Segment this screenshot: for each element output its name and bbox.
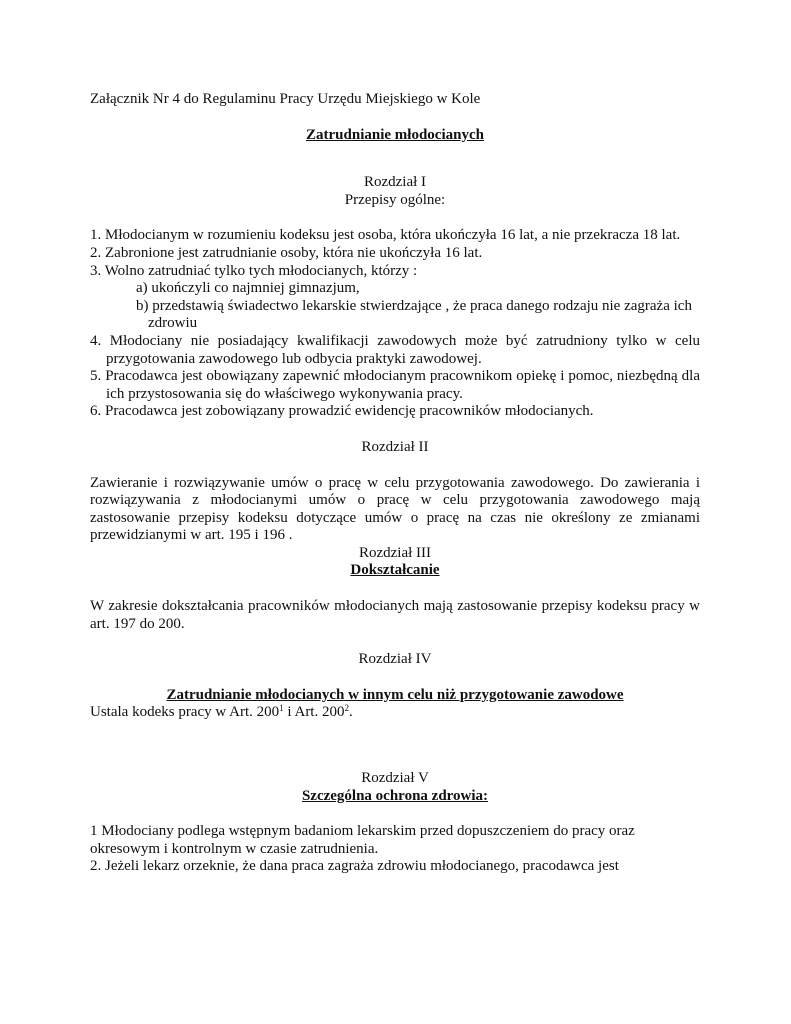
chapter-4-heading: Rozdział IV bbox=[358, 651, 432, 668]
chapter-5-item-1: 1 Młodociany podlega wstępnym badaniom lekarskim przed dopuszczeniem do pracy oraz okresowym i kontrolnym w czasie zatrudnienia. bbox=[90, 823, 635, 857]
chapter-1-item-4: 4. Młodociany nie posiadający kwalifikacji zawodowych może być zatrudniony tylko w celu przygotowania zawodowego lub odbycia praktyki zawodowej. bbox=[90, 332, 700, 367]
chapter-3 bbox=[90, 545, 700, 633]
chapter-4-text-start: Ustala kodeks pracy w Art. 200 bbox=[90, 704, 280, 721]
chapter-1-subheading: Przepisy ogólne: bbox=[344, 191, 446, 208]
chapter-1 bbox=[90, 174, 700, 421]
chapter-4-text bbox=[90, 704, 700, 722]
chapter-3-paragraph: W zakresie dokształcania pracowników młodocianych mają zastosowanie przepisy kodeksu pracy w art. 197 do 200. bbox=[90, 598, 700, 632]
chapter-5-item-2: 2. Jeżeli lekarz orzeknie, że dana praca zagraża zdrowiu młodocianego, pracodawca jest bbox=[90, 858, 619, 875]
chapter-1-item-6: 6. Pracodawca jest zobowiązany prowadzić ewidencję pracowników młodocianych. bbox=[90, 403, 594, 420]
chapter-1-item-3a: a) ukończyli co najmniej gimnazjum, bbox=[136, 280, 360, 297]
chapter-4-sup-1: 1 bbox=[279, 703, 284, 714]
chapter-3-heading: Rozdział III bbox=[358, 544, 432, 561]
chapter-1-heading: Rozdział I bbox=[363, 174, 427, 191]
attachment-title: Załącznik Nr 4 do Regulaminu Pracy Urzędu Miejskiego w Kole bbox=[90, 91, 481, 107]
chapter-2-paragraph: Zawieranie i rozwiązywanie umów o pracę w celu przygotowania zawodowego. Do zawierania i rozwiązywania z młodocianymi umów o pracę w celu przygotowania zawodowego mają zastosowanie przepisy kodeksu dotyczące umów o pracę na czas nie określony ze zmianami przewidzianymi w art. 195 i 196 . bbox=[90, 474, 700, 544]
chapter-4-text-end: . bbox=[348, 704, 353, 721]
chapter-5 bbox=[90, 770, 700, 876]
chapter-1-item-1: 1. Młodocianym w rozumieniu kodeksu jest osoba, która ukończyła 16 lat, a nie przekracza 18 lat. bbox=[90, 227, 681, 244]
chapter-1-item-2: 2. Zabronione jest zatrudnianie osoby, która nie ukończyła 16 lat. bbox=[90, 244, 483, 261]
chapter-5-heading: Rozdział V bbox=[361, 770, 429, 787]
chapter-2-heading: Rozdział II bbox=[361, 438, 429, 455]
chapter-4-text-mid: i Art. 200 bbox=[283, 704, 345, 721]
main-title: Zatrudnianie młodocianych bbox=[306, 126, 484, 143]
chapter-1-item-3: 3. Wolno zatrudniać tylko tych młodocianych, którzy : bbox=[90, 262, 418, 279]
chapter-2 bbox=[90, 439, 700, 545]
chapter-1-item-5: 5. Pracodawca jest obowiązany zapewnić młodocianym pracownikom opiekę i pomoc, niezbędną dla ich przystosowania się do właściwego wykonywania pracy. bbox=[90, 368, 700, 402]
document-page bbox=[90, 91, 700, 876]
chapter-3-subheading: Dokształcanie bbox=[350, 562, 440, 579]
chapter-4-sup-2: 2 bbox=[344, 703, 349, 714]
chapter-5-subheading: Szczególna ochrona zdrowia: bbox=[301, 787, 489, 804]
chapter-1-item-3b: b) przedstawią świadectwo lekarskie stwierdzające , że praca danego rodzaju nie zagraża ich zdrowiu bbox=[136, 297, 692, 332]
chapter-4 bbox=[90, 651, 700, 722]
chapter-4-subheading: Zatrudnianie młodocianych w innym celu niż przygotowanie zawodowe bbox=[166, 686, 624, 703]
